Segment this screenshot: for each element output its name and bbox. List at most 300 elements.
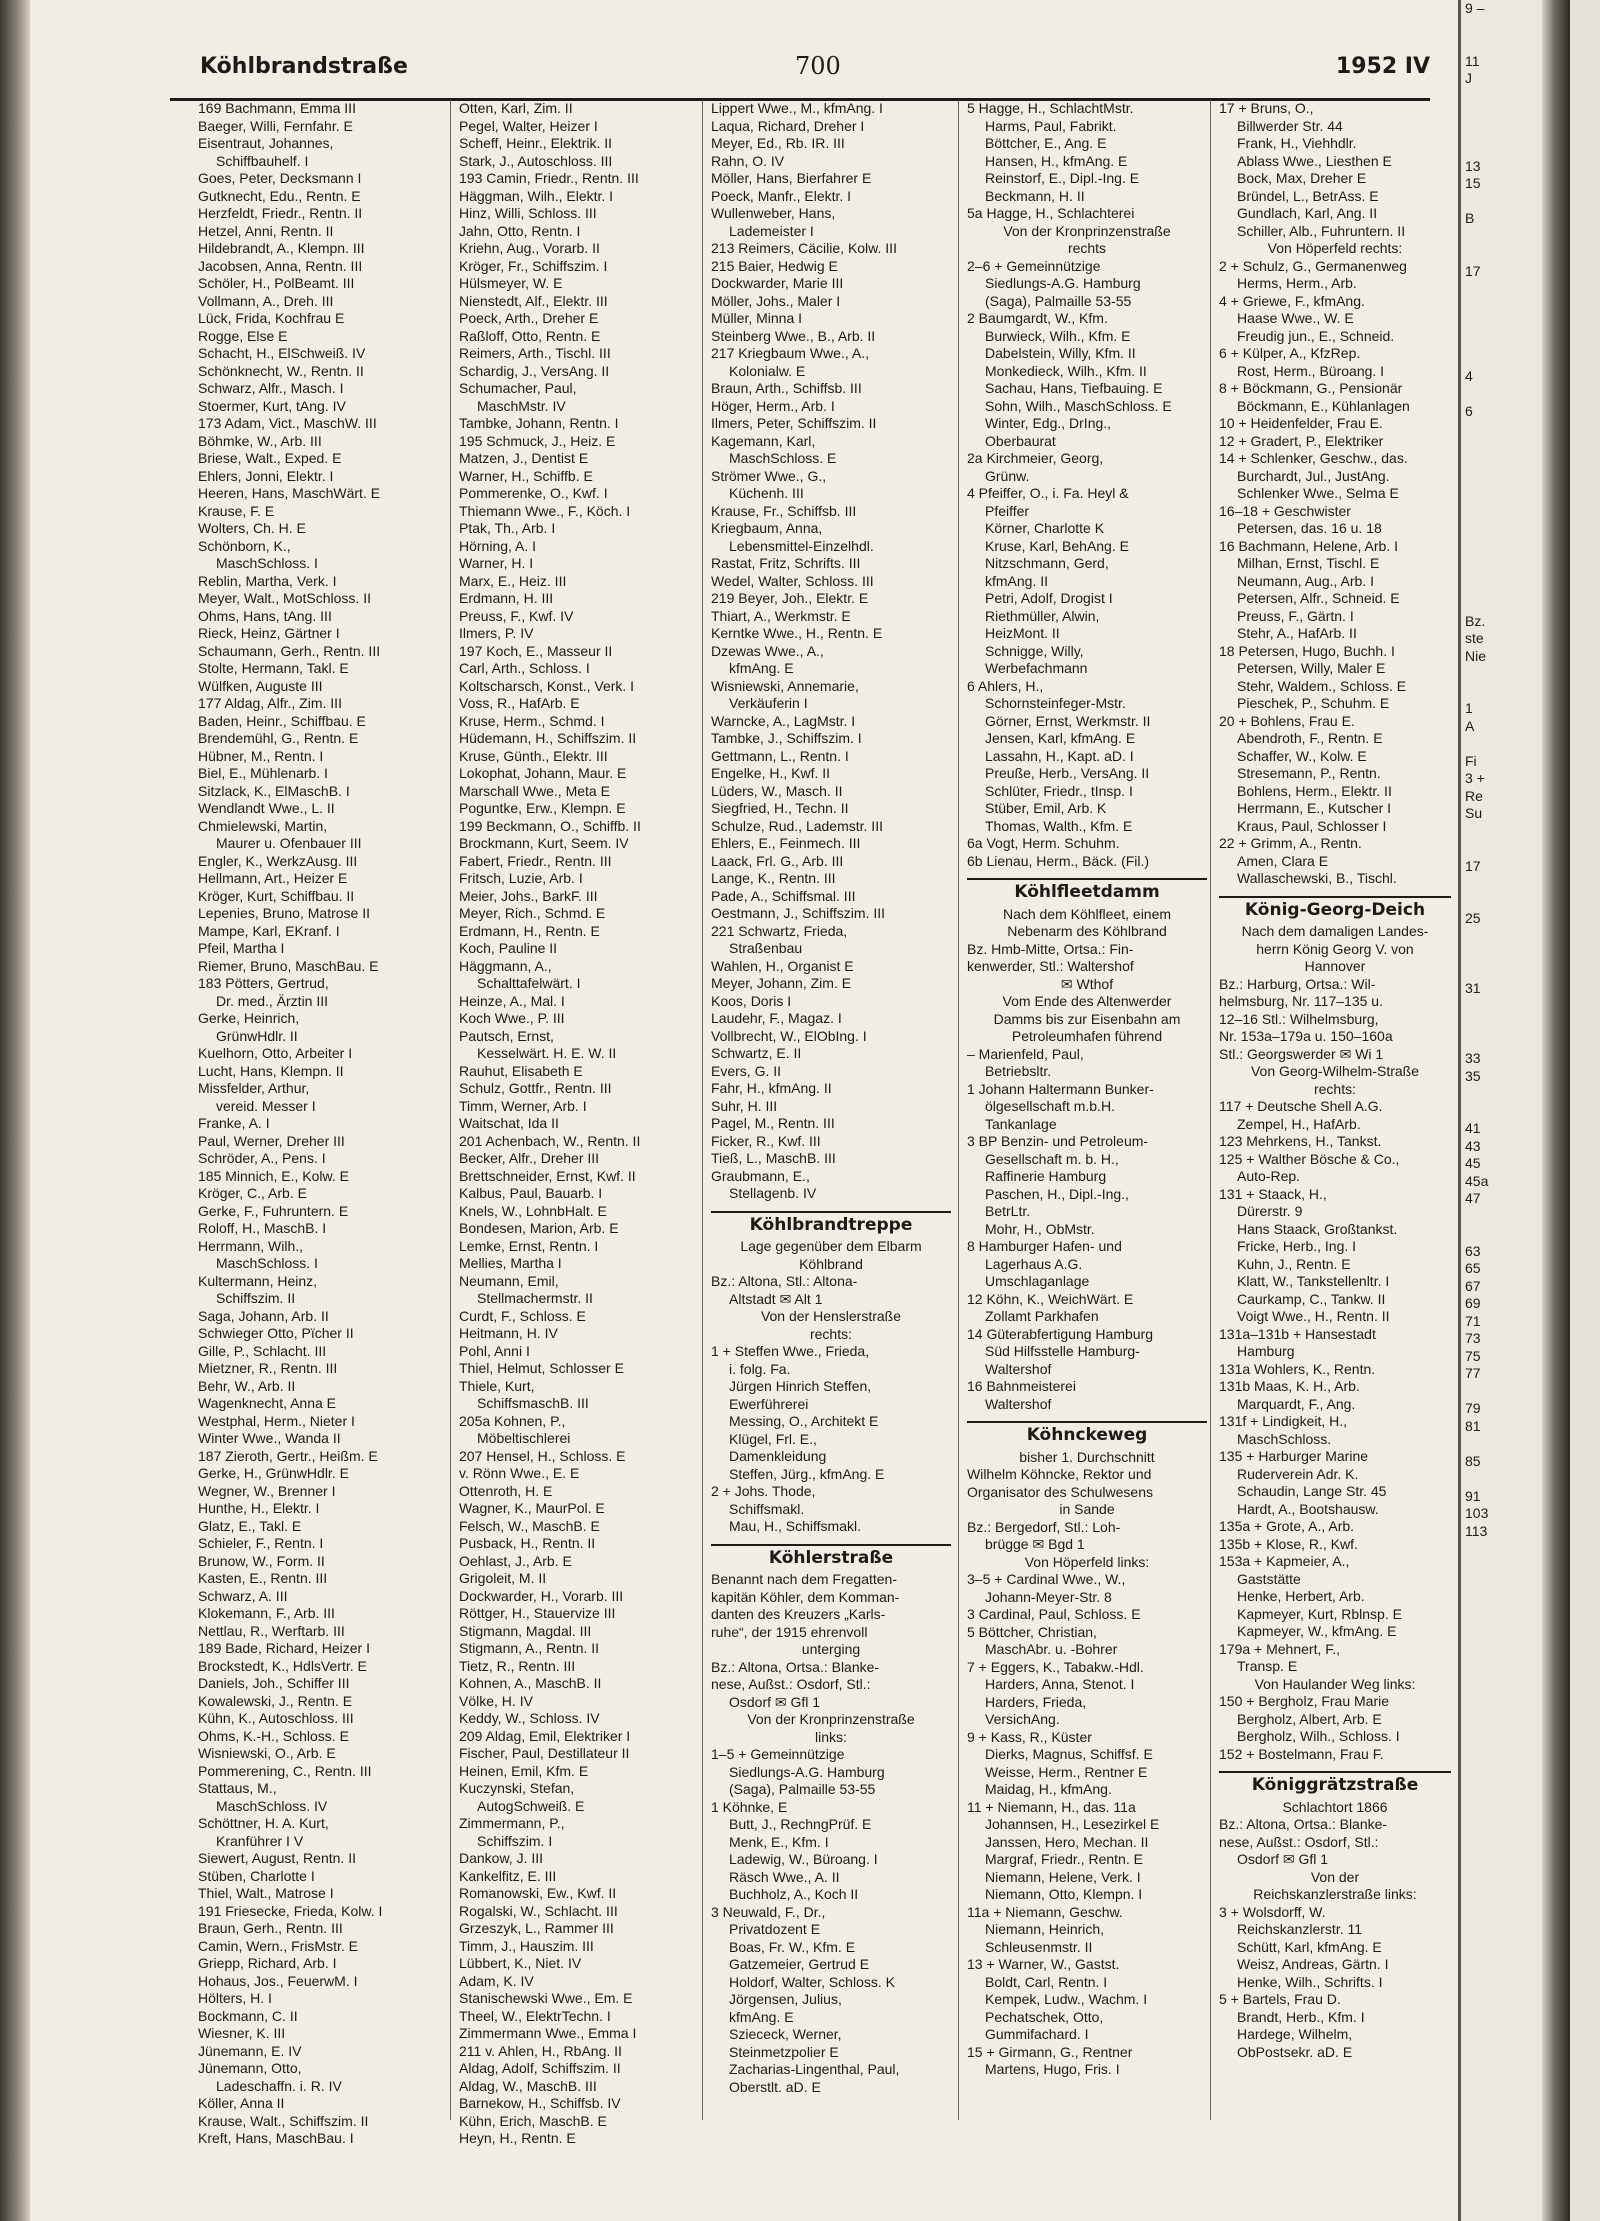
entry-continuation: Transp. E [1237, 1658, 1298, 1674]
directory-entry: Herrmann, Wilh., [198, 1237, 304, 1254]
sliver-fragment [1461, 1033, 1547, 1051]
entry-continuation: Räsch Wwe., A. II [729, 1868, 840, 1885]
entry-continuation: Mohr, H., ObMstr. [985, 1220, 1095, 1237]
entry-continuation: Umschlaganlage [985, 1273, 1090, 1289]
entry-continuation: Pechatschek, Otto, [985, 2008, 1104, 2025]
entry-continuation: VersichAng. [985, 1711, 1060, 1727]
directory-entry: Marschall Wwe., Meta E [459, 782, 610, 799]
street-note: rechts [1067, 240, 1107, 256]
sliver-fragment [1461, 1085, 1547, 1103]
directory-entry: Pfeil, Martha I [198, 940, 285, 956]
directory-entry: Evers, G. II [711, 1062, 782, 1079]
entry-continuation: Winter, Edg., DrIng., [985, 415, 1112, 431]
directory-entry: Baeger, Willi, Fernfahr. E [198, 117, 353, 134]
entry-continuation: Abendroth, F., Rentn. E [1237, 730, 1383, 746]
entry-continuation: Lebensmittel-Einzelhdl. [729, 537, 874, 554]
directory-entry: 131b Maas, K. H., Arb. [1219, 1378, 1360, 1394]
entry-continuation: Siedlungs-A.G. Hamburg [985, 275, 1141, 291]
directory-entry: Kröger, C., Arb. E [198, 1185, 307, 1201]
street-note: Nach dem damaligen Landes- [1241, 923, 1429, 939]
directory-entry: Koltscharsch, Konst., Verk. I [459, 677, 635, 694]
entry-continuation: kfmAng. E [729, 2008, 794, 2025]
directory-entry: Reimers, Arth., Tischl. III [459, 345, 611, 361]
entry-continuation: Holdorf, Walter, Schloss. K [729, 1973, 895, 1990]
directory-entry: Fabert, Friedr., Rentn. III [459, 852, 612, 869]
directory-entry: Heitmann, H. IV [459, 1325, 558, 1341]
entry-continuation: Marquardt, F., Ang. [1237, 1395, 1356, 1412]
directory-entry: Schulz, Gottfr., Rentn. III [459, 1080, 612, 1096]
directory-entry: Kowalewski, J., Rentn. E [198, 1692, 353, 1709]
entry-continuation: Kapmeyer, Kurt, Rblnsp. E [1237, 1605, 1402, 1622]
entry-continuation: Bergholz, Wilh., Schloss. I [1237, 1728, 1400, 1744]
entry-continuation: Schaffer, W., Kolw. E [1237, 747, 1367, 764]
directory-entry: Heinen, Emil, Kfm. E [459, 1762, 589, 1779]
directory-entry: Bz.: Altona, Stl.: Altona- [711, 1273, 858, 1289]
sliver-fragment [1461, 595, 1547, 613]
entry-continuation: Schornsteinfeger-Mstr. [985, 695, 1126, 711]
directory-entry: Roloff, H., MaschB. I [198, 1220, 327, 1236]
sliver-fragment [1461, 1015, 1547, 1033]
directory-entry: Krause, F. E [198, 502, 275, 519]
directory-entry: 3 BP Benzin- und Petroleum- [967, 1133, 1149, 1149]
sliver-fragment [1461, 683, 1547, 701]
entry-continuation: Hardege, Wilhelm, [1237, 2026, 1353, 2042]
entry-continuation: Siedlungs-A.G. Hamburg [729, 1763, 885, 1780]
directory-entry: Oestmann, J., Schiffszim. III [711, 905, 886, 921]
directory-entry: Stigmann, Magdal. III [459, 1622, 592, 1639]
entry-continuation: Steinmetzpolier E [729, 2043, 839, 2060]
entry-continuation: Schiller, Alb., Fuhruntern. II [1237, 222, 1406, 239]
entry-continuation: AutogSchweiß. E [477, 1797, 585, 1814]
entry-continuation: Lagerhaus A.G. [985, 1255, 1083, 1272]
entry-continuation: Schlenker Wwe., Selma E [1237, 485, 1399, 501]
entry-continuation: Freudig jun., E., Schneid. [1237, 327, 1395, 344]
directory-entry: 1–5 + Gemeinnützige [711, 1746, 845, 1762]
directory-entry: Ehlers, E., Feinmech. III [711, 835, 861, 851]
sliver-fragment: 3 + [1465, 770, 1485, 786]
sliver-fragment [1461, 333, 1547, 351]
directory-entry: Wisniewski, Annemarie, [711, 677, 859, 694]
directory-entry: Wolters, Ch. H. E [198, 520, 306, 536]
directory-entry: kenwerder, Stl.: Waltershof [967, 958, 1134, 974]
entry-continuation: Voigt Wwe., H., Rentn. II [1237, 1308, 1390, 1324]
street-note: Schlachtort 1866 [1282, 1798, 1388, 1815]
directory-entry: 197 Koch, E., Masseur II [459, 642, 613, 659]
directory-columns [198, 100, 1442, 2146]
directory-entry: 1 Johann Haltermann Bunker- [967, 1080, 1154, 1097]
street-note: Von Höperfeld rechts: [1267, 240, 1403, 256]
sliver-fragment: 65 [1465, 1260, 1481, 1276]
directory-entry: Winter Wwe., Wanda II [198, 1430, 341, 1446]
directory-entry: 2 + Schulz, G., Germanenweg [1219, 257, 1407, 274]
sliver-fragment: B [1465, 210, 1475, 226]
street-note: Vom Ende des Altenwerder [1002, 993, 1172, 1009]
entry-continuation: brügge ✉ Bgd 1 [985, 1536, 1085, 1552]
directory-entry: Camin, Wern., FrisMstr. E [198, 1937, 358, 1954]
directory-entry: Ehlers, Jonni, Elektr. I [198, 467, 334, 484]
directory-entry: 5a Hagge, H., Schlachterei [967, 205, 1135, 221]
directory-entry: 6b Lienau, Herm., Bäck. (Fil.) [967, 852, 1150, 869]
directory-entry: Kohnen, A., MaschB. II [459, 1675, 602, 1691]
sliver-fragment: 103 [1465, 1505, 1489, 1521]
directory-entry: Briese, Walt., Exped. E [198, 450, 342, 466]
entry-continuation: Herrmann, E., Kutscher I [1237, 800, 1392, 816]
directory-entry: Wegner, W., Brenner I [198, 1482, 336, 1499]
entry-continuation: Werbefachmann [985, 660, 1088, 676]
entry-continuation: Weisz, Andreas, Gärtn. I [1237, 1956, 1389, 1972]
directory-entry: 3 Neuwald, F., Dr., [711, 1903, 826, 1920]
directory-entry: Wülfken, Auguste III [198, 677, 323, 694]
directory-entry: 135 + Harburger Marine [1219, 1448, 1369, 1464]
directory-entry: Biel, E., Mühlenarb. I [198, 765, 328, 781]
running-head-year: 1952 IV [1335, 54, 1430, 79]
directory-entry: Koch Wwe., P. III [459, 1010, 565, 1026]
entry-continuation: Zacharias-Lingenthal, Paul, [729, 2061, 900, 2077]
directory-entry: Schöler, H., PolBeamt. III [198, 275, 355, 291]
entry-continuation: Altstadt ✉ Alt 1 [729, 1290, 823, 1307]
column-3 [702, 100, 951, 2120]
sliver-fragment [1461, 35, 1547, 53]
sliver-fragment [1461, 578, 1547, 596]
entry-continuation: kfmAng. II [985, 572, 1049, 589]
directory-entry: Hildebrandt, A., Klempn. III [198, 240, 365, 256]
directory-entry: Fischer, Paul, Destillateur II [459, 1745, 630, 1761]
sliver-fragment: 31 [1465, 980, 1481, 996]
sliver-fragment [1461, 123, 1547, 141]
directory-entry: Siegfried, H., Techn. II [711, 800, 849, 816]
street-note: ✉ Wthof [1060, 975, 1114, 992]
directory-entry: 117 + Deutsche Shell A.G. [1219, 1098, 1383, 1114]
entry-continuation: Johannsen, H., Lesezirkel E [985, 1816, 1160, 1832]
directory-entry: 179a + Mehnert, F., [1219, 1640, 1341, 1657]
directory-entry: Scheff, Heinr., Elektrik. II [459, 135, 613, 151]
directory-entry: Daniels, Joh., Schiffer III [198, 1675, 350, 1691]
directory-entry: Tietz, R., Rentn. III [459, 1657, 576, 1674]
directory-entry: 6 Ahlers, H., [967, 677, 1044, 694]
directory-entry: Hölters, H. I [198, 1990, 272, 2006]
street-heading: Köhlfleetdamm [967, 878, 1207, 902]
street-note: in Sande [1059, 1501, 1115, 1517]
entry-continuation: Jürgen Hinrich Steffen, [729, 1378, 872, 1394]
directory-entry: 135a + Grote, A., Arb. [1219, 1518, 1355, 1534]
directory-entry: Thiel, Walt., Matrose I [198, 1885, 334, 1901]
directory-entry: Meyer, Rich., Schmd. E [459, 905, 606, 921]
sliver-fragment [1461, 1435, 1547, 1453]
directory-entry: 12–16 Stl.: Wilhelmsburg, [1219, 1010, 1379, 1027]
entry-continuation: Zollamt Parkhafen [985, 1308, 1099, 1324]
directory-entry: Lepenies, Bruno, Matrose II [198, 905, 370, 921]
directory-entry: 169 Bachmann, Emma III [198, 100, 356, 116]
entry-continuation: Kapmeyer, W., kfmAng. E [1237, 1623, 1397, 1639]
directory-entry: 5 Böttcher, Christian, [967, 1623, 1097, 1640]
entry-continuation: Niemann, Heinrich, [985, 1921, 1105, 1937]
entry-continuation: Petri, Adolf, Drogist I [985, 590, 1113, 606]
entry-continuation: Boldt, Carl, Rentn. I [985, 1973, 1108, 1990]
directory-entry: Tieß, L., MaschB. III [711, 1150, 836, 1166]
directory-entry: Wilhelm Köhncke, Rektor und [967, 1466, 1152, 1482]
directory-entry: 131a–131b + Hansestadt [1219, 1325, 1376, 1342]
column-4 [958, 100, 1207, 2120]
street-note: Hannover [1304, 958, 1366, 974]
street-note: Von Georg-Wilhelm-Straße [1250, 1063, 1420, 1079]
street-note: Reichskanzlerstraße links: [1253, 1886, 1417, 1902]
entry-continuation: Tankanlage [985, 1115, 1057, 1132]
directory-entry: Mietzner, R., Rentn. III [198, 1360, 338, 1376]
street-note: Von der Kronprinzenstraße [1003, 222, 1171, 239]
directory-entry: 2 Baumgardt, W., Kfm. [967, 310, 1108, 326]
entry-continuation: Ladeschaffn. i. R. IV [216, 2077, 342, 2094]
directory-entry: Schumacher, Paul, [459, 380, 577, 396]
sliver-fragment: 43 [1465, 1137, 1481, 1154]
sliver-fragment [1461, 473, 1547, 491]
entry-continuation: Boas, Fr. W., Kfm. E [729, 1938, 856, 1955]
entry-continuation: Burchardt, Jul., JustAng. [1237, 467, 1390, 484]
directory-entry: Bondesen, Marion, Arb. E [459, 1220, 619, 1236]
directory-entry: 6 + Külper, A., KfzRep. [1219, 345, 1361, 361]
entry-continuation: Schaudin, Lange Str. 45 [1237, 1483, 1387, 1499]
entry-continuation: Schleusenmstr. II [985, 1938, 1093, 1955]
entry-continuation: Waltershof [985, 1360, 1052, 1377]
directory-entry: Lucht, Hans, Klempn. II [198, 1062, 344, 1079]
entry-continuation: Grünw. [985, 467, 1030, 484]
entry-continuation: MaschSchloss. E [729, 450, 837, 466]
directory-entry: Braun, Gerh., Rentn. III [198, 1920, 343, 1936]
entry-continuation: Privatdozent E [729, 1921, 821, 1937]
directory-entry: Krause, Fr., Schiffsb. III [711, 502, 857, 519]
directory-entry: Koos, Doris I [711, 992, 792, 1009]
directory-entry: Franke, A. I [198, 1115, 270, 1131]
directory-entry: Behr, W., Arb. II [198, 1377, 296, 1394]
directory-entry: Kühn, Erich, MaschB. E [459, 2112, 607, 2129]
directory-entry: Graubmann, E., [711, 1167, 810, 1184]
directory-entry: Timm, J., Hauszim. III [459, 1937, 594, 1954]
street-heading: Königgrätzstraße [1219, 1771, 1451, 1795]
directory-entry: 13 + Warner, W., Gastst. [967, 1956, 1120, 1972]
entry-continuation: Zempel, H., HafArb. [1237, 1115, 1361, 1132]
directory-entry: Wahlen, H., Organist E [711, 957, 854, 974]
directory-entry: 1 + Steffen Wwe., Frieda, [711, 1343, 870, 1359]
directory-entry: Schönknecht, W., Rentn. II [198, 362, 364, 379]
directory-entry: 209 Aldag, Emil, Elektriker I [459, 1727, 631, 1744]
directory-entry: Pautsch, Ernst, [459, 1027, 554, 1044]
directory-entry: 12 Köhn, K., WeichWärt. E [967, 1290, 1134, 1307]
directory-entry: 201 Achenbach, W., Rentn. II [459, 1132, 641, 1149]
directory-entry: Meyer, Ed., Rb. IR. III [711, 135, 845, 151]
sliver-fragment: 81 [1465, 1417, 1481, 1434]
directory-entry: Kriehn, Aug., Vorarb. II [459, 240, 600, 256]
directory-entry: Herzfeldt, Friedr., Rentn. II [198, 205, 363, 221]
sliver-fragment [1461, 525, 1547, 543]
directory-entry: 189 Bade, Richard, Heizer I [198, 1640, 370, 1656]
directory-entry: Böhmke, W., Arb. III [198, 432, 322, 449]
entry-continuation: Rost, Herm., Büroang. I [1237, 362, 1385, 379]
directory-entry: Jünemann, E. IV [198, 2042, 302, 2059]
entry-continuation: Oberbaurat [985, 432, 1056, 449]
street-note: Petroleumhafen führend [1011, 1028, 1163, 1044]
directory-entry: Tambke, Johann, Rentn. I [459, 415, 619, 431]
entry-continuation: i. folg. Fa. [729, 1360, 791, 1377]
entry-continuation: Preuss, F., Gärtn. I [1237, 607, 1354, 624]
street-note: Nebenarm des Köhlbrand [1007, 923, 1167, 939]
directory-entry: Thiemann Wwe., F., Köch. I [459, 502, 631, 519]
directory-entry: Bz.: Altona, Ortsa.: Blanke- [711, 1658, 880, 1675]
entry-continuation: Brandt, Herb., Kfm. I [1237, 2008, 1365, 2025]
entry-continuation: Neumann, Aug., Arb. I [1237, 572, 1374, 589]
entry-continuation: Görner, Ernst, Werkmstr. II [985, 712, 1151, 729]
street-note: Von Haulander Weg links: [1254, 1675, 1416, 1692]
entry-continuation: SchiffsmaschB. III [477, 1395, 589, 1411]
directory-entry: Nr. 153a–179a u. 150–160a [1219, 1028, 1393, 1044]
directory-entry: Dockwarder, Marie III [711, 275, 844, 291]
directory-entry: Vollmann, A., Dreh. III [198, 292, 334, 309]
directory-entry: Bz.: Harburg, Ortsa.: Wil- [1219, 975, 1376, 992]
entry-continuation: Bründel, L., BetrAss. E [1237, 187, 1379, 204]
directory-entry: – Marienfeld, Paul, [967, 1045, 1084, 1062]
directory-entry: Wendlandt Wwe., L. II [198, 800, 335, 816]
directory-entry: 16 Bahnmeisterei [967, 1378, 1076, 1394]
directory-entry: 4 Pfeiffer, O., i. Fa. Heyl & [967, 485, 1129, 501]
directory-entry: Timm, Werner, Arb. I [459, 1097, 587, 1114]
directory-entry: 6a Vogt, Herm. Schuhm. [967, 835, 1120, 851]
directory-entry: Kuelhorn, Otto, Arbeiter I [198, 1045, 353, 1061]
directory-entry: Heeren, Hans, MaschWärt. E [198, 485, 381, 501]
directory-entry: Stark, J., Autoschloss. III [459, 152, 613, 169]
sliver-fragment: 71 [1465, 1312, 1481, 1329]
directory-entry: Heinze, A., Mal. I [459, 992, 565, 1009]
street-note: Köhlbrand [799, 1255, 863, 1272]
directory-entry: Mampe, Karl, EKranf. I [198, 922, 340, 939]
directory-entry: Ohms, Hans, tAng. III [198, 607, 332, 624]
entry-continuation: MaschSchloss. I [216, 555, 318, 571]
entry-continuation: Stehr, Waldem., Schloss. E [1237, 677, 1407, 694]
directory-entry: Gettmann, L., Rentn. I [711, 747, 849, 764]
directory-entry: 217 Kriegbaum Wwe., A., [711, 345, 869, 361]
directory-entry: Grzeszyk, L., Rammer III [459, 1920, 614, 1936]
entry-continuation: Bock, Max, Dreher E [1237, 170, 1367, 186]
directory-entry: Felsch, W., MaschB. E [459, 1517, 600, 1534]
directory-entry: Wedel, Walter, Schloss. III [711, 572, 874, 589]
directory-entry: Bz.: Altona, Ortsa.: Blanke- [1219, 1816, 1388, 1832]
directory-entry: Oehlast, J., Arb. E [459, 1552, 572, 1569]
directory-entry: Steinberg Wwe., B., Arb. II [711, 327, 876, 344]
directory-entry: Grigoleit, M. II [459, 1570, 547, 1586]
entry-continuation: Menk, E., Kfm. I [729, 1833, 829, 1850]
directory-entry: Chmielewski, Martin, [198, 817, 328, 834]
directory-entry: Voss, R., HafArb. E [459, 695, 580, 711]
directory-entry: 199 Beckmann, O., Schiffb. II [459, 817, 641, 834]
sliver-fragment: 9 – [1465, 0, 1485, 16]
directory-entry: Poeck, Manfr., Elektr. I [711, 187, 852, 204]
sliver-fragment [1461, 543, 1547, 561]
sliver-fragment: 4 [1465, 367, 1473, 384]
directory-entry: Stattaus, M., [198, 1780, 277, 1796]
entry-continuation: Bergholz, Albert, Arb. E [1237, 1710, 1382, 1727]
entry-continuation: Preuße, Herb., VersAng. II [985, 765, 1150, 781]
directory-entry: Schwartz, E. II [711, 1045, 802, 1061]
column-2 [450, 100, 695, 2146]
entry-continuation: kfmAng. E [729, 660, 794, 676]
directory-entry: Ficker, R., Kwf. III [711, 1132, 821, 1149]
directory-entry: Ptak, Th., Arb. I [459, 520, 556, 536]
directory-entry: Müller, Minna I [711, 310, 803, 326]
entry-continuation: Kuhn, J., Rentn. E [1237, 1255, 1351, 1272]
entry-continuation: Messing, O., Architekt E [729, 1413, 879, 1429]
sliver-fragment [1461, 1208, 1547, 1226]
directory-entry: 18 Petersen, Hugo, Buchh. I [1219, 642, 1395, 659]
entry-continuation: Schiffbauhelf. I [216, 152, 309, 169]
sliver-fragment [1461, 998, 1547, 1016]
sliver-fragment [1461, 245, 1547, 263]
entry-continuation: Verkäuferin I [729, 695, 808, 711]
directory-entry: Pohl, Anni I [459, 1342, 530, 1359]
entry-continuation: Stresemann, P., Rentn. [1237, 765, 1381, 781]
directory-entry: Ottenroth, H. E [459, 1482, 553, 1499]
sliver-fragment [1461, 193, 1547, 211]
sliver-fragment [1461, 560, 1547, 578]
entry-continuation: Raffinerie Hamburg [985, 1168, 1107, 1184]
entry-continuation: Hamburg [1237, 1343, 1295, 1359]
sliver-fragment [1461, 455, 1547, 473]
directory-entry: Meier, Johs., BarkF. III [459, 887, 598, 904]
entry-continuation: Kraus, Paul, Schlosser I [1237, 817, 1387, 834]
directory-entry: Hüdemann, H., Schiffszim. II [459, 730, 637, 746]
sliver-fragment [1461, 823, 1547, 841]
street-note: rechts: [809, 1325, 852, 1342]
entry-continuation: Ablass Wwe., Liesthen E [1237, 152, 1392, 169]
street-heading: König-Georg-Deich [1219, 896, 1451, 920]
sliver-fragment: 91 [1465, 1487, 1481, 1504]
directory-entry: Brockstedt, K., HdlsVertr. E [198, 1657, 367, 1674]
entry-continuation: Klatt, W., Tankstellenltr. I [1237, 1273, 1390, 1289]
directory-entry: Marx, E., Heiz. III [459, 572, 567, 589]
directory-entry: 219 Beyer, Joh., Elektr. E [711, 590, 869, 606]
entry-continuation: Monkedieck, Wilh., Kfm. II [985, 362, 1147, 379]
directory-entry: 2 + Johs. Thode, [711, 1483, 816, 1499]
entry-continuation: Schiffszim. II [216, 1290, 296, 1306]
sliver-fragment: 35 [1465, 1067, 1481, 1084]
directory-entry: Mellies, Martha I [459, 1255, 562, 1271]
directory-entry: Schwarz, Alfr., Masch. I [198, 380, 344, 396]
directory-entry: 3 Cardinal, Paul, Schloss. E [967, 1606, 1141, 1622]
entry-continuation: MaschSchloss. IV [216, 1797, 328, 1814]
directory-entry: Köller, Anna II [198, 2095, 285, 2111]
directory-entry: Saga, Johann, Arb. II [198, 1307, 329, 1324]
directory-entry: Jacobsen, Anna, Rentn. III [198, 257, 363, 274]
sliver-fragment: 73 [1465, 1330, 1481, 1346]
directory-entry: Schröder, A., Pens. I [198, 1150, 326, 1166]
sliver-fragment: 15 [1465, 175, 1481, 191]
entry-continuation: Janssen, Hero, Mechan. II [985, 1833, 1149, 1850]
entry-continuation: HeizMont. II [985, 625, 1060, 641]
street-note: Von der Henslerstraße [760, 1308, 902, 1324]
sliver-fragment: 113 [1465, 1522, 1488, 1539]
entry-continuation: Petersen, Willy, Maler E [1237, 660, 1386, 676]
directory-entry: 9 + Kass, R., Küster [967, 1728, 1092, 1745]
sliver-fragment [1461, 840, 1547, 858]
directory-entry: Kalbus, Paul, Bauarb. I [459, 1185, 603, 1201]
sliver-fragment [1461, 140, 1547, 158]
directory-entry: Stanischewski Wwe., Em. E [459, 1990, 633, 2006]
directory-entry: Theel, W., ElektrTechn. I [459, 2007, 611, 2024]
directory-entry: Erdmann, H. III [459, 590, 554, 606]
directory-entry: Pommerening, C., Rentn. III [198, 1762, 372, 1779]
directory-entry: nese, Außst.: Osdorf, Stl.: [711, 1676, 871, 1692]
directory-entry: Häggman, Wilh., Elektr. I [459, 187, 614, 204]
entry-continuation: Henke, Wilh., Schrifts. I [1237, 1973, 1383, 1990]
entry-continuation: Beckmann, H. II [985, 187, 1085, 204]
sliver-fragment [1461, 1225, 1547, 1243]
entry-continuation: Fricke, Herb., Ing. I [1237, 1238, 1357, 1254]
